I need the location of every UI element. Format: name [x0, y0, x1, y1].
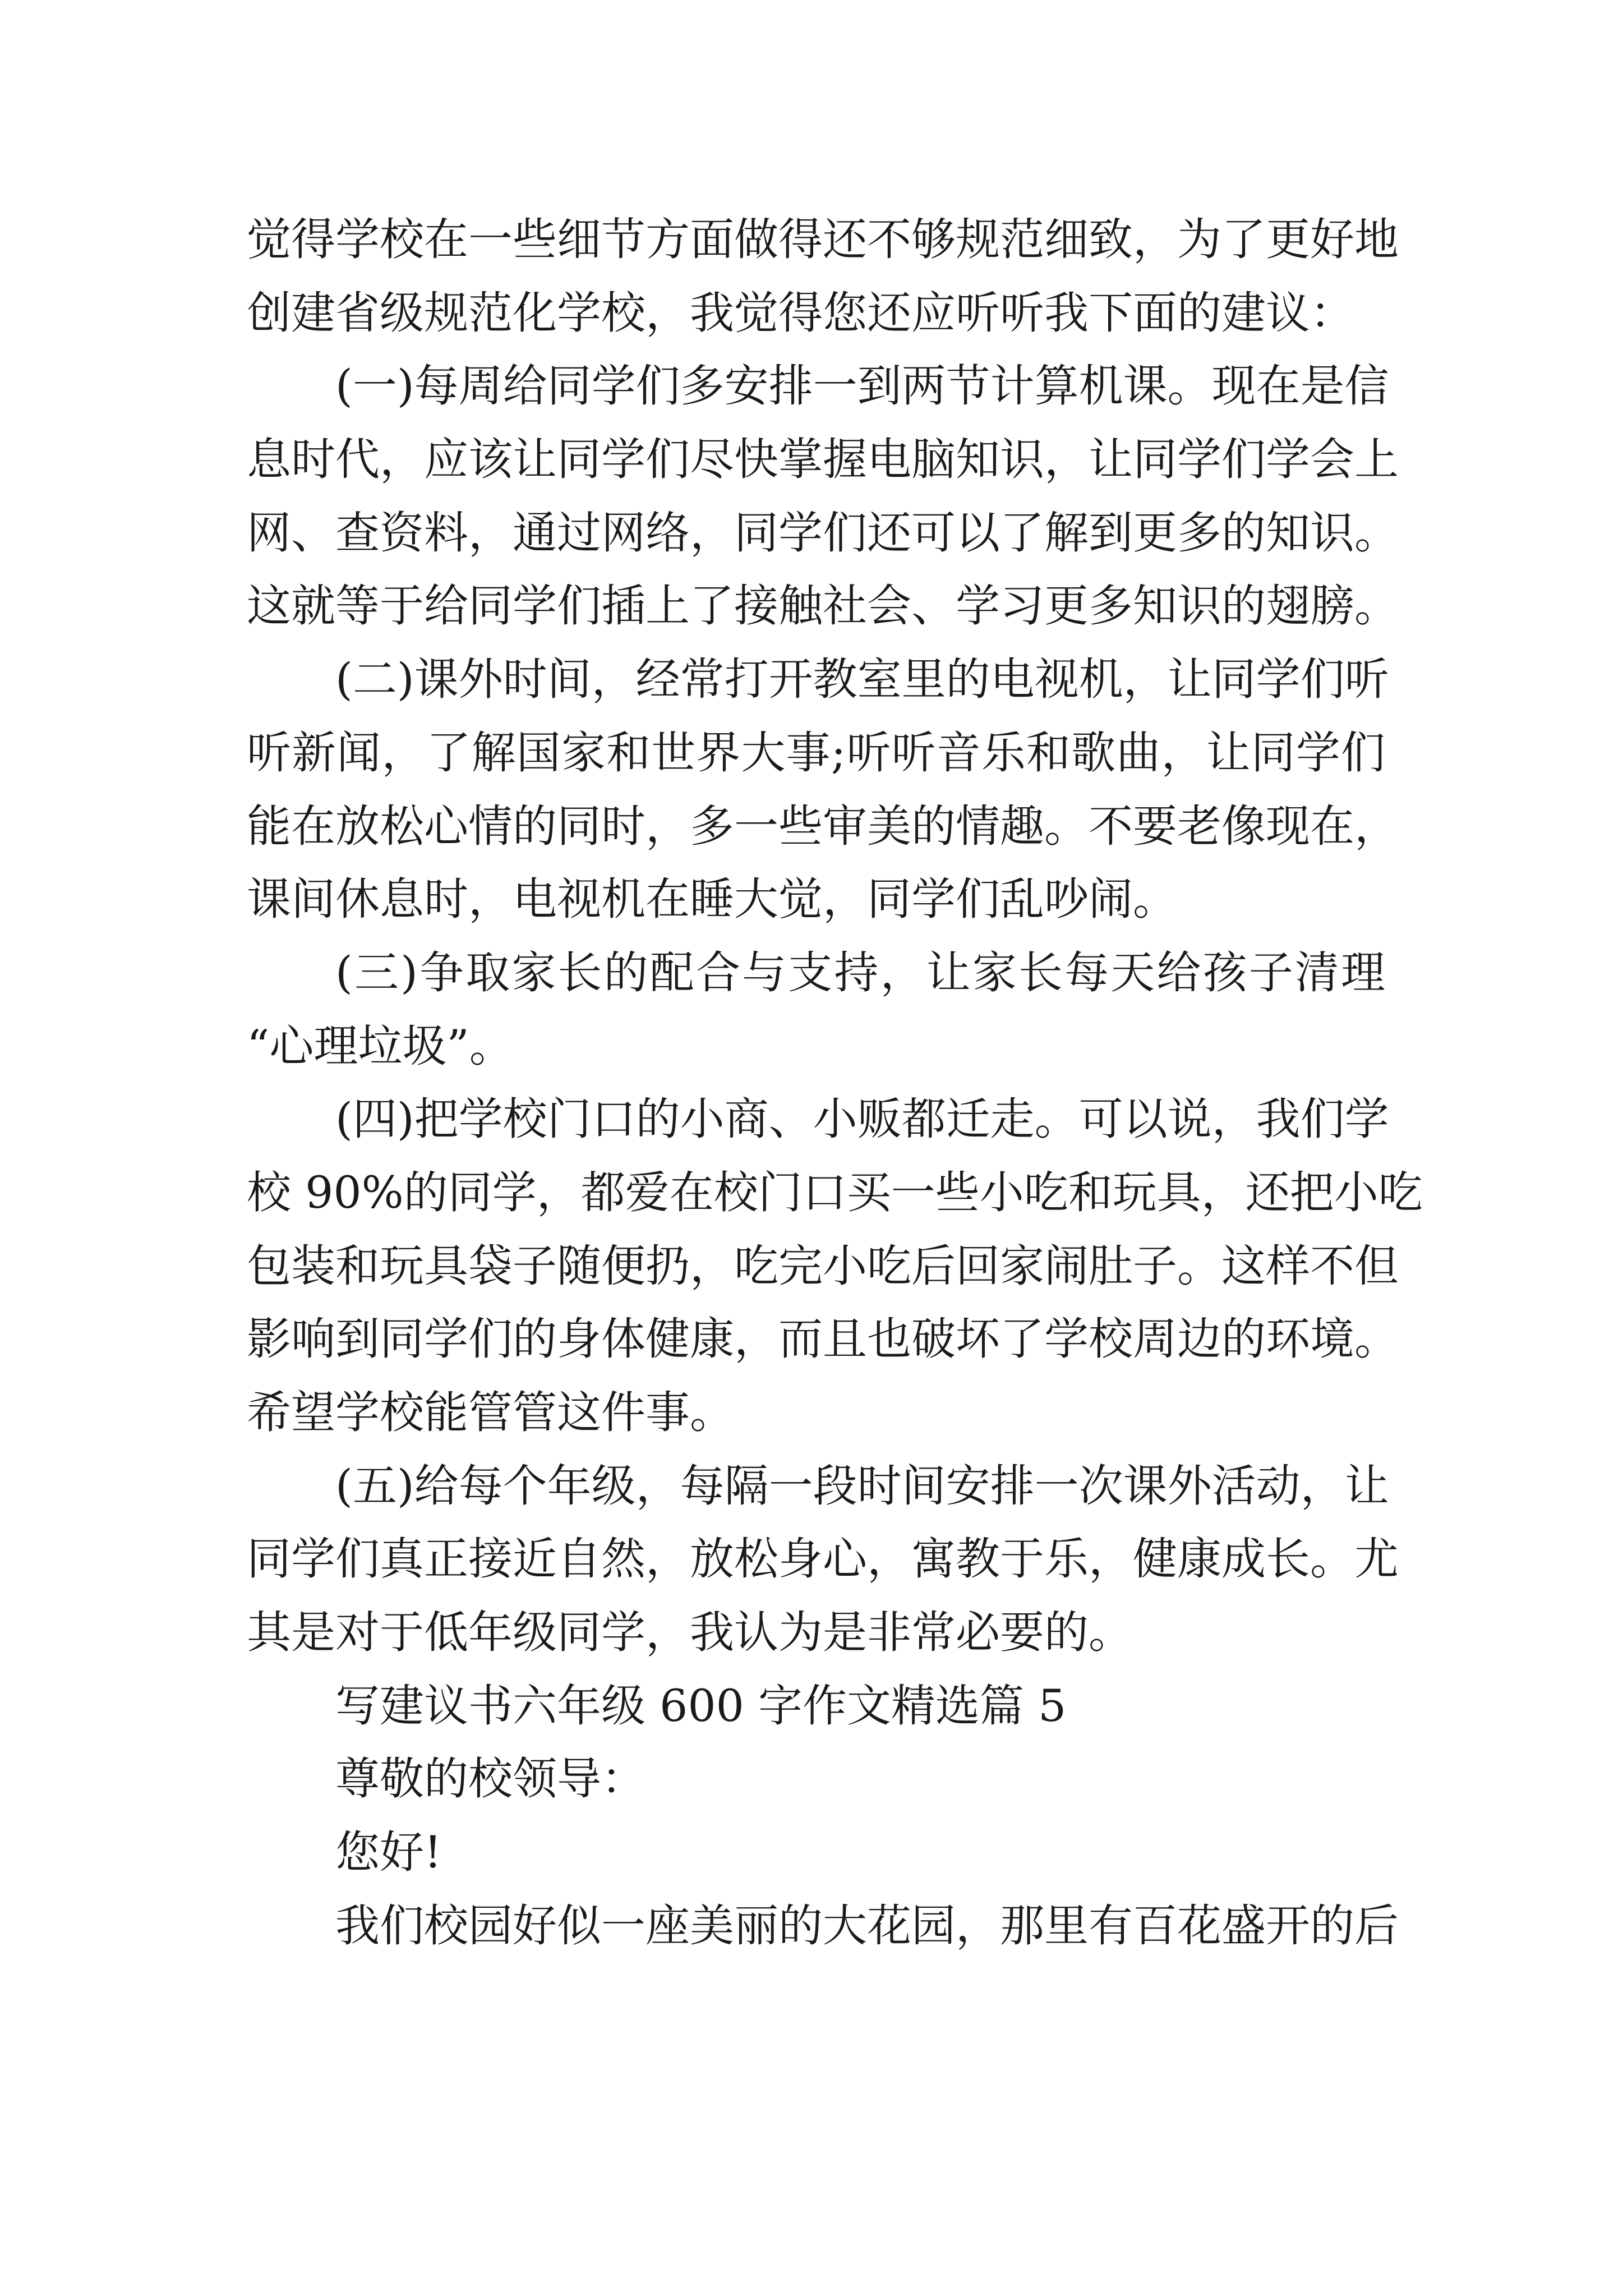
salutation: 尊敬的校领导： — [335, 1753, 645, 1805]
document-body — [247, 203, 1423, 1963]
paragraph-start-line: (五)给每个年级，每隔一段时间安排一次课外活动，让 — [335, 1460, 1389, 1512]
text-line: 创建省级规范化学校，我觉得您还应听听我下面的建议： — [247, 287, 1354, 339]
text-line: 同学们真正接近自然，放松身心，寓教于乐，健康成长。尤 — [247, 1533, 1399, 1585]
text-line: 包装和玩具袋子随便扔，吃完小吃后回家闹肚子。这样不但 — [247, 1240, 1399, 1292]
section-heading: 写建议书六年级 600 字作文精选篇 5 — [335, 1680, 1067, 1732]
paragraph-start-line: (一)每周给同学们多安排一到两节计算机课。现在是信 — [335, 360, 1389, 412]
paragraph-start-line: (四)把学校门口的小商、小贩都迁走。可以说，我们学 — [335, 1093, 1389, 1145]
text-line: 网、查资料，通过网络，同学们还可以了解到更多的知识。 — [247, 507, 1399, 559]
text-line: 听新闻，了解国家和世界大事;听听音乐和歌曲，让同学们 — [247, 726, 1385, 779]
paragraph-start-line: 我们校园好似一座美丽的大花园，那里有百花盛开的后 — [335, 1899, 1399, 1952]
text-line: 觉得学校在一些细节方面做得还不够规范细致，为了更好地 — [247, 214, 1399, 265]
text-line: 这就等于给同学们插上了接触社会、学习更多知识的翅膀。 — [247, 580, 1399, 632]
text-line: “心理垃圾”。 — [247, 1020, 514, 1072]
text-line: 影响到同学们的身体健康，而且也破坏了学校周边的环境。 — [247, 1313, 1399, 1365]
paragraph-start-line: (三)争取家长的配合与支持，让家长每天给孩子清理 — [335, 946, 1385, 999]
text-line: 校 90%的同学，都爱在校门口买一些小吃和玩具，还把小吃 — [247, 1166, 1423, 1218]
text-line: 能在放松心情的同时，多一些审美的情趣。不要老像现在， — [247, 800, 1399, 852]
paragraph-start-line: (二)课外时间，经常打开教室里的电视机，让同学们听 — [335, 654, 1389, 706]
greeting: 您好! — [335, 1826, 442, 1879]
text-line: 其是对于低年级同学，我认为是非常必要的。 — [247, 1607, 1133, 1659]
text-line: 希望学校能管管这件事。 — [247, 1387, 734, 1438]
text-line: 息时代，应该让同学们尽快掌握电脑知识，让同学们学会上 — [247, 434, 1399, 486]
text-line: 课间休息时，电视机在睡大觉，同学们乱吵闹。 — [247, 873, 1177, 926]
